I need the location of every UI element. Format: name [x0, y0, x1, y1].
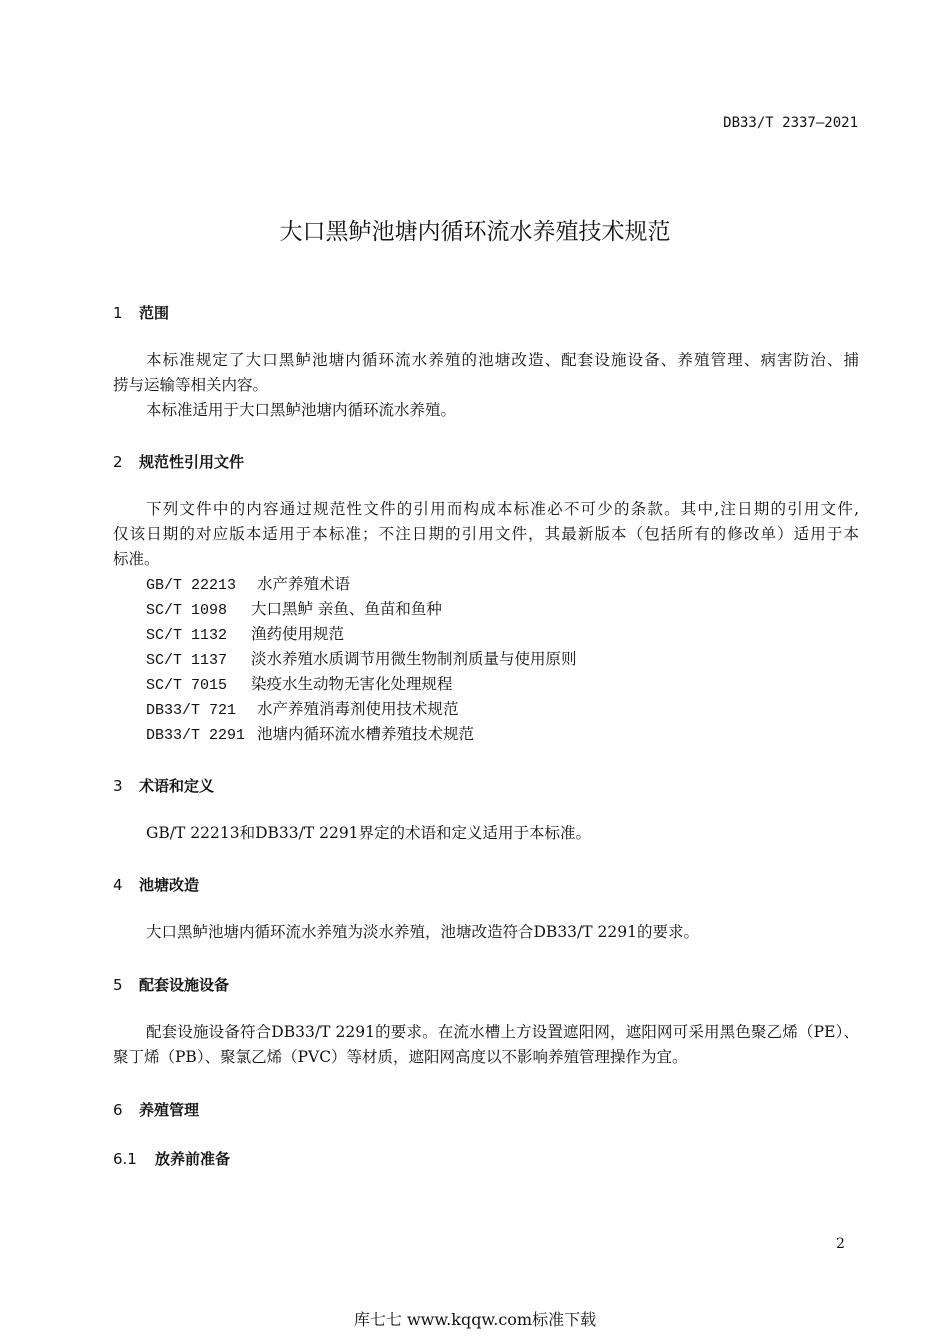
paragraph-line: 配套设施设备符合DB33/T 2291的要求。在流水槽上方设置遮阳网，遮阳网可采用黑色聚乙烯（PE）、	[146, 1023, 859, 1041]
paragraph-line: 本标准适用于大口黑鲈池塘内循环流水养殖。	[146, 401, 457, 419]
paragraph-line: 下列文件中的内容通过规范性文件的引用而构成本标准必不可少的条款。其中,注日期的引用文件,	[146, 500, 859, 518]
subsection-heading-6-1: 6.1 放养前准备	[113, 1150, 231, 1168]
section-heading-5: 5 配套设施设备	[113, 976, 230, 994]
paragraph-line: 本标准规定了大口黑鲈池塘内循环流水养殖的池塘改造、配套设施设备、养殖管理、病害防治、捕	[146, 351, 859, 369]
reference-item: SC/T 1132 渔药使用规范	[146, 625, 345, 644]
document-code-header: DB33/T 2337—2021	[723, 115, 858, 131]
section-heading-4: 4 池塘改造	[113, 876, 200, 894]
reference-item: SC/T 1137 淡水养殖水质调节用微生物制剂质量与使用原则	[146, 650, 577, 669]
footer-watermark: 库七七 www.kqqw.com标准下载	[353, 1310, 597, 1329]
reference-item: DB33/T 721 水产养殖消毒剂使用技术规范	[146, 700, 459, 719]
paragraph-line: 大口黑鲈池塘内循环流水养殖为淡水养殖，池塘改造符合DB33/T 2291的要求。	[146, 923, 699, 941]
reference-item: SC/T 1098 大口黑鲈 亲鱼、鱼苗和鱼种	[146, 600, 442, 619]
reference-item: SC/T 7015 染疫水生动物无害化处理规程	[146, 675, 453, 694]
document-title: 大口黑鲈池塘内循环流水养殖技术规范	[279, 219, 671, 245]
paragraph-line: 标准。	[113, 550, 160, 568]
paragraph-line: 捞与运输等相关内容。	[113, 376, 269, 394]
paragraph-line: GB/T 22213和DB33/T 2291界定的术语和定义适用于本标准。	[146, 824, 592, 842]
page-number: 2	[836, 1236, 845, 1252]
paragraph-line: 聚丁烯（PB）、聚氯乙烯（PVC）等材质，遮阳网高度以不影响养殖管理操作为宜。	[113, 1048, 688, 1066]
section-heading-2: 2 规范性引用文件	[113, 453, 245, 471]
section-heading-3: 3 术语和定义	[113, 777, 215, 795]
reference-item: GB/T 22213 水产养殖术语	[146, 575, 351, 594]
reference-item: DB33/T 2291 池塘内循环流水槽养殖技术规范	[146, 725, 475, 744]
section-heading-1: 1 范围	[113, 304, 170, 322]
section-heading-6: 6 养殖管理	[113, 1101, 200, 1119]
paragraph-line: 仅该日期的对应版本适用于本标准；不注日期的引用文件，其最新版本（包括所有的修改单）适用于本	[113, 525, 859, 543]
